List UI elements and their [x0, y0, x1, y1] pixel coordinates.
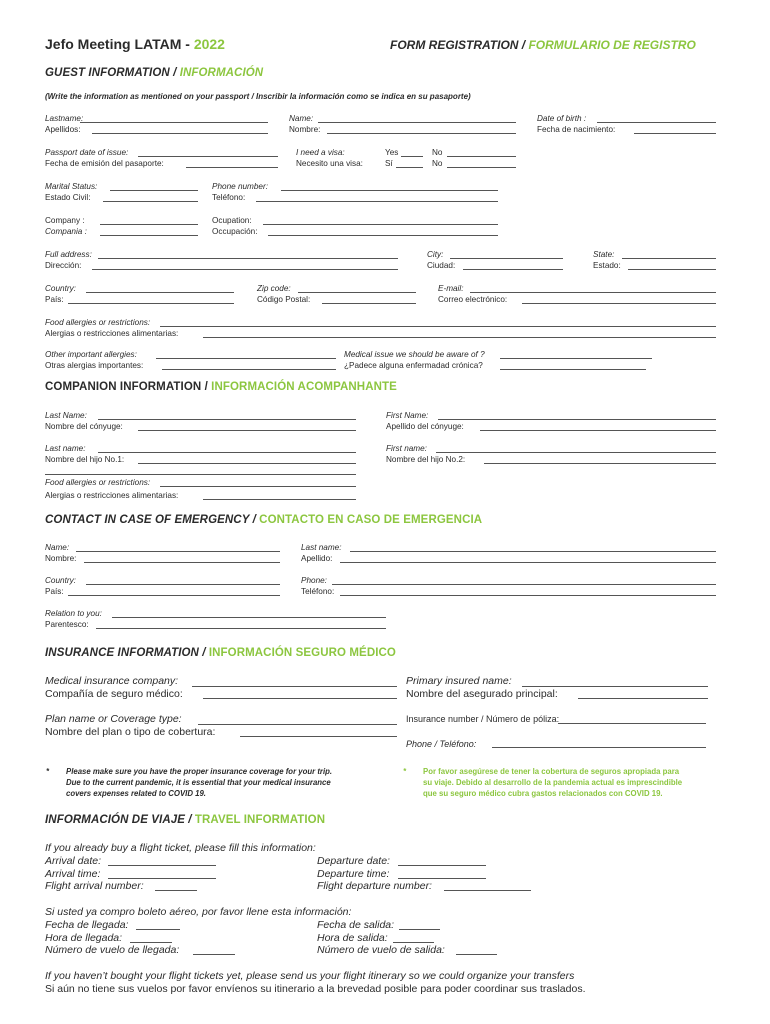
passport-en: Passport date of issue: [45, 148, 129, 157]
comp-food-es: Alergias o restricciones alimentarias: [45, 491, 179, 500]
emergency-country-label [45, 575, 76, 597]
yes-es: Sí [385, 159, 393, 168]
insurance-title-en: INSURANCE INFORMATION / [45, 647, 206, 659]
travel-footer-en: If you haven’t bought your flight tickets yet, please send us your flight itinerary so we could organize your transfers [45, 970, 575, 982]
estado-civil-field[interactable] [103, 201, 198, 202]
email-label [438, 283, 507, 305]
company-field[interactable] [100, 224, 198, 225]
guest-title-en: GUEST INFORMATION / [45, 67, 177, 79]
city-label [427, 249, 455, 271]
arrival-date-field[interactable] [108, 865, 216, 866]
insurance-title-es: INFORMACIÓN SEGURO MÉDICO [208, 647, 396, 659]
flight-departure-label: Flight departure number: [317, 880, 432, 892]
ins-company-es: Compañía de seguro médico: [45, 687, 183, 700]
fecha-salida-label: Fecha de salida: [317, 919, 395, 931]
city-en: City: [427, 250, 444, 259]
city-field[interactable] [450, 258, 563, 259]
food-es: Alergias o restricciones alimentarias: [45, 329, 179, 338]
form-reg-es: FORMULARIO DE REGISTRO [528, 38, 696, 52]
state-es: Estado: [593, 261, 621, 270]
no-en: No [432, 148, 443, 157]
alergias-field[interactable] [203, 337, 716, 338]
title-year: 2022 [193, 36, 225, 52]
zip-label [257, 283, 310, 305]
address-label [45, 249, 92, 271]
telefono-field[interactable] [256, 201, 498, 202]
nombre-field[interactable] [327, 133, 516, 134]
insurance-number-field[interactable] [558, 723, 706, 724]
em-relation-en: Relation to you: [45, 609, 102, 618]
comp-last2-en: Last name: [45, 444, 86, 453]
insurance-plan-label [45, 713, 215, 738]
fecha-llegada-label: Fecha de llegada: [45, 919, 129, 931]
country-en: Country: [45, 284, 76, 293]
visa-si-field[interactable] [396, 167, 423, 168]
hora-llegada-field[interactable] [130, 942, 172, 943]
em-relation-es: Parentesco: [45, 620, 89, 629]
ins-primary-en: Primary insured name: [406, 675, 512, 687]
comp-last1-en: Last Name: [45, 411, 87, 420]
occupation-en: Ocupation: [212, 216, 252, 225]
companion-alergias-field[interactable] [203, 499, 356, 500]
ins-primary-es: Nombre del asegurado principal: [406, 687, 558, 700]
hora-salida-label: Hora de salida: [317, 932, 388, 944]
name-label [289, 113, 320, 135]
travel-intro-en: If you already buy a flight ticket, please fill this information: [45, 842, 316, 854]
insurance-asegurado-field[interactable] [578, 698, 708, 699]
marital-en: Marital Status: [45, 182, 98, 191]
travel-section-title [45, 814, 325, 826]
company-es: Compania : [45, 227, 87, 236]
note-en-2: Due to the current pandemic, it is essential that your medical insurance [66, 778, 331, 787]
zip-es: Código Postal: [257, 295, 311, 304]
emergency-country-field[interactable] [86, 584, 280, 585]
comp-first1-es: Apellido del cónyuge: [386, 422, 464, 431]
enfermedad-field[interactable] [500, 369, 646, 370]
companion-extra-field[interactable] [45, 474, 356, 475]
fecha-nacimiento-field[interactable] [634, 133, 716, 134]
comp-food-en: Food allergies or restrictions: [45, 478, 151, 487]
email-en: E-mail: [438, 284, 464, 293]
country-label [45, 283, 76, 305]
emergency-apellido-field[interactable] [340, 562, 716, 563]
companion-food-label [45, 477, 178, 501]
companion-conyuge-field[interactable] [138, 430, 356, 431]
travel-intro-es: Si usted ya compro boleto aéreo, por favor llene esta información: [45, 906, 352, 918]
pais-field[interactable] [68, 303, 234, 304]
em-phone-en: Phone: [301, 576, 327, 585]
lastname-en: Lastname: [45, 114, 84, 123]
companion-first1-field[interactable] [438, 419, 716, 420]
other-es: Otras alergias importantes: [45, 361, 144, 370]
companion-apellido-field[interactable] [480, 430, 716, 431]
emergency-title-es: CONTACTO EN CASO DE EMERGENCIA [259, 514, 483, 526]
marital-field[interactable] [110, 190, 198, 191]
insurance-company-field[interactable] [192, 686, 397, 687]
phone-en: Phone number: [212, 182, 268, 191]
vuelo-salida-field[interactable] [456, 954, 497, 955]
flight-departure-field[interactable] [444, 890, 531, 891]
companion-hijo1-field[interactable] [138, 463, 356, 464]
compania-field[interactable] [100, 235, 198, 236]
companion-hijo2-field[interactable] [484, 463, 716, 464]
guest-section-title [45, 67, 263, 79]
departure-date-label: Departure date: [317, 855, 390, 867]
hora-salida-field[interactable] [393, 942, 434, 943]
insurance-section-title [45, 647, 396, 659]
company-label [45, 215, 87, 237]
insurance-company-label [45, 675, 183, 700]
no-es: No [432, 159, 443, 168]
phone-field[interactable] [281, 190, 498, 191]
visa-yes-field[interactable] [401, 156, 423, 157]
name-field[interactable] [318, 122, 516, 123]
food-label [45, 317, 178, 339]
medical-en: Medical issue we should be aware of ? [344, 350, 485, 359]
arrival-time-label: Arrival time: [45, 868, 101, 880]
emergency-nombre-field[interactable] [84, 562, 280, 563]
ins-plan-es: Nombre del plan o tipo de cobertura: [45, 725, 216, 738]
em-country-es: País: [45, 587, 64, 596]
emergency-relation-field[interactable] [112, 617, 386, 618]
other-allergies-label [45, 349, 143, 371]
dob-field[interactable] [597, 122, 716, 123]
emergency-phone-label [301, 575, 334, 597]
vuelo-salida-label: Número de vuelo de salida: [317, 944, 445, 956]
state-field[interactable] [622, 258, 716, 259]
note-es-2: su viaje. Debido al desarrollo de la pandemia actual es imprescindible [423, 778, 683, 787]
companion-first2-field[interactable] [436, 452, 716, 453]
dob-en: Date of birth : [537, 114, 587, 123]
note-en-3: covers expenses related to COVID 19. [66, 789, 206, 798]
note-en-1: Please make sure you have the proper insurance coverage for your trip. [66, 767, 333, 776]
company-en: Company : [45, 216, 85, 225]
correo-field[interactable] [522, 303, 716, 304]
medical-label [344, 349, 485, 371]
travel-footer-es: Si aún no tiene sus vuelos por favor envíenos su itinerario a la brevedad posible para poder coordinar sus traslados. [45, 983, 586, 995]
comp-first2-en: First name: [386, 444, 427, 453]
zip-en: Zip code: [257, 284, 291, 293]
marital-label [45, 181, 97, 203]
name-en: Name: [289, 114, 314, 123]
hora-llegada-label: Hora de llegada: [45, 932, 123, 944]
companion-title-en: COMPANION INFORMATION / [45, 381, 208, 393]
visa-es: Necesito una visa: [296, 159, 363, 168]
address-en: Full address: [45, 250, 92, 259]
occupacion-field[interactable] [268, 235, 498, 236]
em-name-es: Nombre: [45, 554, 77, 563]
fecha-salida-field[interactable] [399, 929, 440, 930]
food-en: Food allergies or restrictions: [45, 318, 151, 327]
departure-date-field[interactable] [398, 865, 486, 866]
occupation-field[interactable] [263, 224, 498, 225]
visa-label [296, 147, 363, 169]
yes-en: Yes [385, 148, 399, 157]
travel-title-en: TRAVEL INFORMATION [194, 814, 326, 826]
country-es: País: [45, 295, 64, 304]
ins-company-en: Medical insurance company: [45, 675, 179, 687]
emergency-name-field[interactable] [76, 551, 280, 552]
email-field[interactable] [470, 292, 716, 293]
em-last-es: Apellido: [301, 554, 333, 563]
emergency-section-title [45, 514, 482, 526]
ins-plan-en: Plan name or Coverage type: [45, 713, 182, 725]
other-en: Other important allergies: [45, 350, 137, 359]
em-name-en: Name: [45, 543, 70, 552]
arrival-date-label: Arrival date: [45, 855, 102, 867]
lastname-label [45, 113, 83, 135]
insurance-phone-field[interactable] [492, 747, 706, 748]
emergency-pais-field[interactable] [68, 595, 280, 596]
emergency-relation-label [45, 608, 102, 630]
companion-last2-field[interactable] [98, 452, 356, 453]
occupation-es: Occupación: [212, 227, 258, 236]
insurance-primary-field[interactable] [522, 686, 708, 687]
address-es: Dirección: [45, 261, 82, 270]
emergency-telefono-field[interactable] [340, 595, 716, 596]
medical-field[interactable] [500, 358, 652, 359]
passport-label [45, 147, 164, 169]
insurance-note-es [423, 766, 682, 799]
country-field[interactable] [86, 292, 234, 293]
ciudad-field[interactable] [463, 269, 563, 270]
passport-es: Fecha de emisión del pasaporte: [45, 159, 164, 168]
emergency-title-en: CONTACT IN CASE OF EMERGENCY / [45, 514, 256, 526]
insurance-note-bullet-es: * [403, 767, 407, 776]
vuelo-llegada-field[interactable] [193, 954, 235, 955]
em-last-en: Last name: [301, 543, 342, 552]
arrival-time-field[interactable] [108, 878, 216, 879]
insurance-number-label: Insurance number / Número de póliza: [406, 714, 560, 724]
guest-instruction: (Write the information as mentioned on your passport / Inscribir la información como se indica en su pasaporte) [45, 92, 471, 101]
visa-no-field[interactable] [447, 156, 516, 157]
medical-es: ¿Padece alguna enfermadad crónica? [344, 361, 483, 370]
apellidos-field[interactable] [92, 133, 268, 134]
emergency-name-label [45, 542, 76, 564]
departure-time-label: Departure time: [317, 868, 390, 880]
dob-label [537, 113, 615, 135]
flight-arrival-label: Flight arrival number: [45, 880, 144, 892]
email-es: Correo electrónico: [438, 295, 508, 304]
emergency-parentesco-field[interactable] [96, 628, 386, 629]
address-field[interactable] [98, 258, 398, 259]
note-es-1: Por favor asegúrese de tener la cobertura de seguros apropiada para [423, 767, 680, 776]
other-allergies-field[interactable] [156, 358, 336, 359]
departure-time-field[interactable] [398, 878, 486, 879]
fecha-emision-field[interactable] [186, 167, 278, 168]
form-reg-sep: / [518, 38, 529, 52]
companion-first2-label [386, 443, 465, 465]
food-field[interactable] [160, 326, 716, 327]
companion-section-title [45, 381, 397, 393]
state-label [593, 249, 621, 271]
companion-first1-label [386, 410, 464, 432]
em-phone-es: Teléfono: [301, 587, 335, 596]
companion-last1-label [45, 410, 123, 432]
companion-food-field[interactable] [160, 486, 356, 487]
insurance-cobertura-field[interactable] [240, 736, 397, 737]
occupation-label [212, 215, 258, 237]
phone-label [212, 181, 268, 203]
state-en: State: [593, 250, 615, 259]
vuelo-llegada-label: Número de vuelo de llegada: [45, 944, 180, 956]
insurance-compania-field[interactable] [203, 698, 397, 699]
companion-last2-label [45, 443, 124, 465]
lastname-field[interactable] [80, 122, 268, 123]
emergency-last-field[interactable] [350, 551, 716, 552]
flight-arrival-field[interactable] [155, 890, 197, 891]
dob-es: Fecha de nacimiento: [537, 125, 616, 134]
form-reg-en: FORM REGISTRATION [390, 38, 519, 52]
emergency-last-label [301, 542, 342, 564]
fecha-llegada-field[interactable] [136, 929, 180, 930]
insurance-note-bullet-en: * [46, 767, 50, 776]
visa-no-es-field[interactable] [447, 167, 516, 168]
phone-es: Teléfono: [212, 193, 246, 202]
comp-first2-es: Nombre del hijo No.2: [386, 455, 466, 464]
travel-title-es: INFORMACIÓN DE VIAJE / [45, 814, 192, 826]
visa-no [432, 147, 442, 169]
lastname-es: Apellidos: [45, 125, 81, 134]
passport-field[interactable] [138, 156, 278, 157]
form-registration-heading [390, 38, 696, 52]
comp-last1-es: Nombre del cónyuge: [45, 422, 123, 431]
name-es: Nombre: [289, 125, 321, 134]
insurance-plan-field[interactable] [198, 724, 397, 725]
visa-en: I need a visa: [296, 148, 345, 157]
comp-first1-en: First Name: [386, 411, 429, 420]
insurance-note-en [66, 766, 332, 799]
page-title [45, 36, 225, 52]
emergency-phone-field[interactable] [332, 584, 716, 585]
companion-title-es: INFORMACIÓN ACOMPANHANTE [211, 381, 397, 393]
direccion-field[interactable] [92, 269, 398, 270]
note-es-3: que su seguro médico cubra gastos relacionados con COVID 19. [423, 789, 663, 798]
title-text: Jefo Meeting LATAM - [45, 36, 190, 52]
codigo-postal-field[interactable] [322, 303, 416, 304]
otras-alergias-field[interactable] [162, 369, 336, 370]
visa-yes [385, 147, 398, 169]
em-country-en: Country: [45, 576, 76, 585]
marital-es: Estado Civil: [45, 193, 91, 202]
zip-field[interactable] [298, 292, 416, 293]
insurance-phone-label: Phone / Teléfono: [406, 739, 477, 749]
guest-title-es: INFORMACIÓN [179, 67, 264, 79]
insurance-primary-label [406, 675, 558, 700]
city-es: Ciudad: [427, 261, 456, 270]
estado-field[interactable] [628, 269, 716, 270]
comp-last2-es: Nombre del hijo No.1: [45, 455, 125, 464]
companion-last1-field[interactable] [98, 419, 356, 420]
